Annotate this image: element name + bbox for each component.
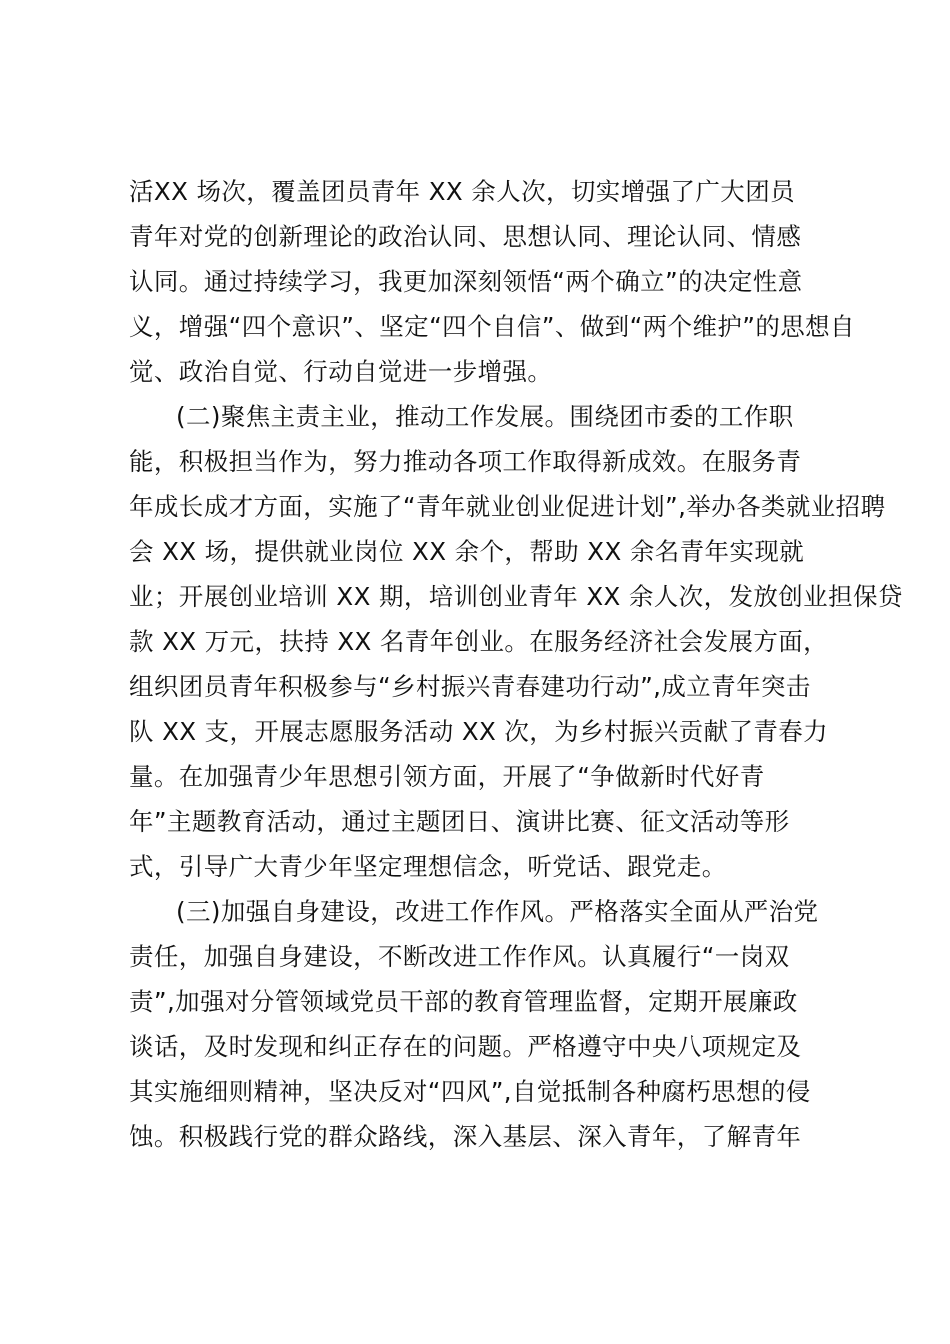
text-line-16: 式，引导广大青少年坚定理想信念，听党话、跟党走。: [129, 852, 727, 881]
text-line-7: 能，积极担当作为，努力推动各项工作取得新成效。在服务青: [129, 447, 802, 476]
text-line-20: 谈话，及时发现和纠正存在的问题。严格遵守中央八项规定及: [129, 1032, 802, 1061]
text-line-14: 量。在加强青少年思想引领方面，开展了“争做新时代好青: [129, 762, 765, 791]
text-line-10: 业；开展创业培训 XX 期，培训创业青年 XX 余人次，发放创业担保贷: [129, 582, 903, 611]
text-line-9: 会 XX 场，提供就业岗位 XX 余个，帮助 XX 余名青年实现就: [129, 537, 805, 566]
text-line-3: 认同。通过持续学习，我更加深刻领悟“两个确立”的决定性意: [129, 267, 803, 296]
section-heading-2: (二)聚焦主责主业，推动工作发展。围绕团市委的工作职: [176, 402, 794, 431]
text-line-4: 义，增强“四个意识”、坚定“四个自信”、做到“两个维护”的思想自: [129, 312, 855, 341]
text-line-2: 青年对党的创新理论的政治认同、思想认同、理论认同、情感: [129, 222, 802, 251]
text-line-18: 责任，加强自身建设，不断改进工作作风。认真履行“一岗双: [129, 942, 790, 971]
text-line-1: 活XX 场次，覆盖团员青年 XX 余人次，切实增强了广大团员: [129, 177, 795, 206]
text-line-13: 队 XX 支，开展志愿服务活动 XX 次，为乡村振兴贡献了青春力: [129, 717, 829, 746]
text-line-8: 年成长成才方面，实施了“青年就业创业促进计划”,举办各类就业招聘: [129, 492, 886, 521]
text-line-22: 蚀。积极践行党的群众路线，深入基层、深入青年，了解青年: [129, 1122, 802, 1151]
section-heading-3: (三)加强自身建设，改进工作作风。严格落实全面从严治党: [176, 897, 819, 926]
text-line-5: 觉、政治自觉、行动自觉进一步增强。: [129, 357, 553, 386]
text-line-19: 责”,加强对分管领域党员干部的教育管理监督，定期开展廉政: [129, 987, 798, 1016]
text-line-11: 款 XX 万元，扶持 XX 名青年创业。在服务经济社会发展方面，: [129, 627, 829, 656]
text-line-12: 组织团员青年积极参与“乡村振兴青春建功行动”,成立青年突击: [129, 672, 811, 701]
text-line-15: 年”主题教育活动，通过主题团日、演讲比赛、征文活动等形: [129, 807, 790, 836]
text-line-21: 其实施细则精神，坚决反对“四风”,自觉抵制各种腐朽思想的侵: [129, 1077, 811, 1106]
